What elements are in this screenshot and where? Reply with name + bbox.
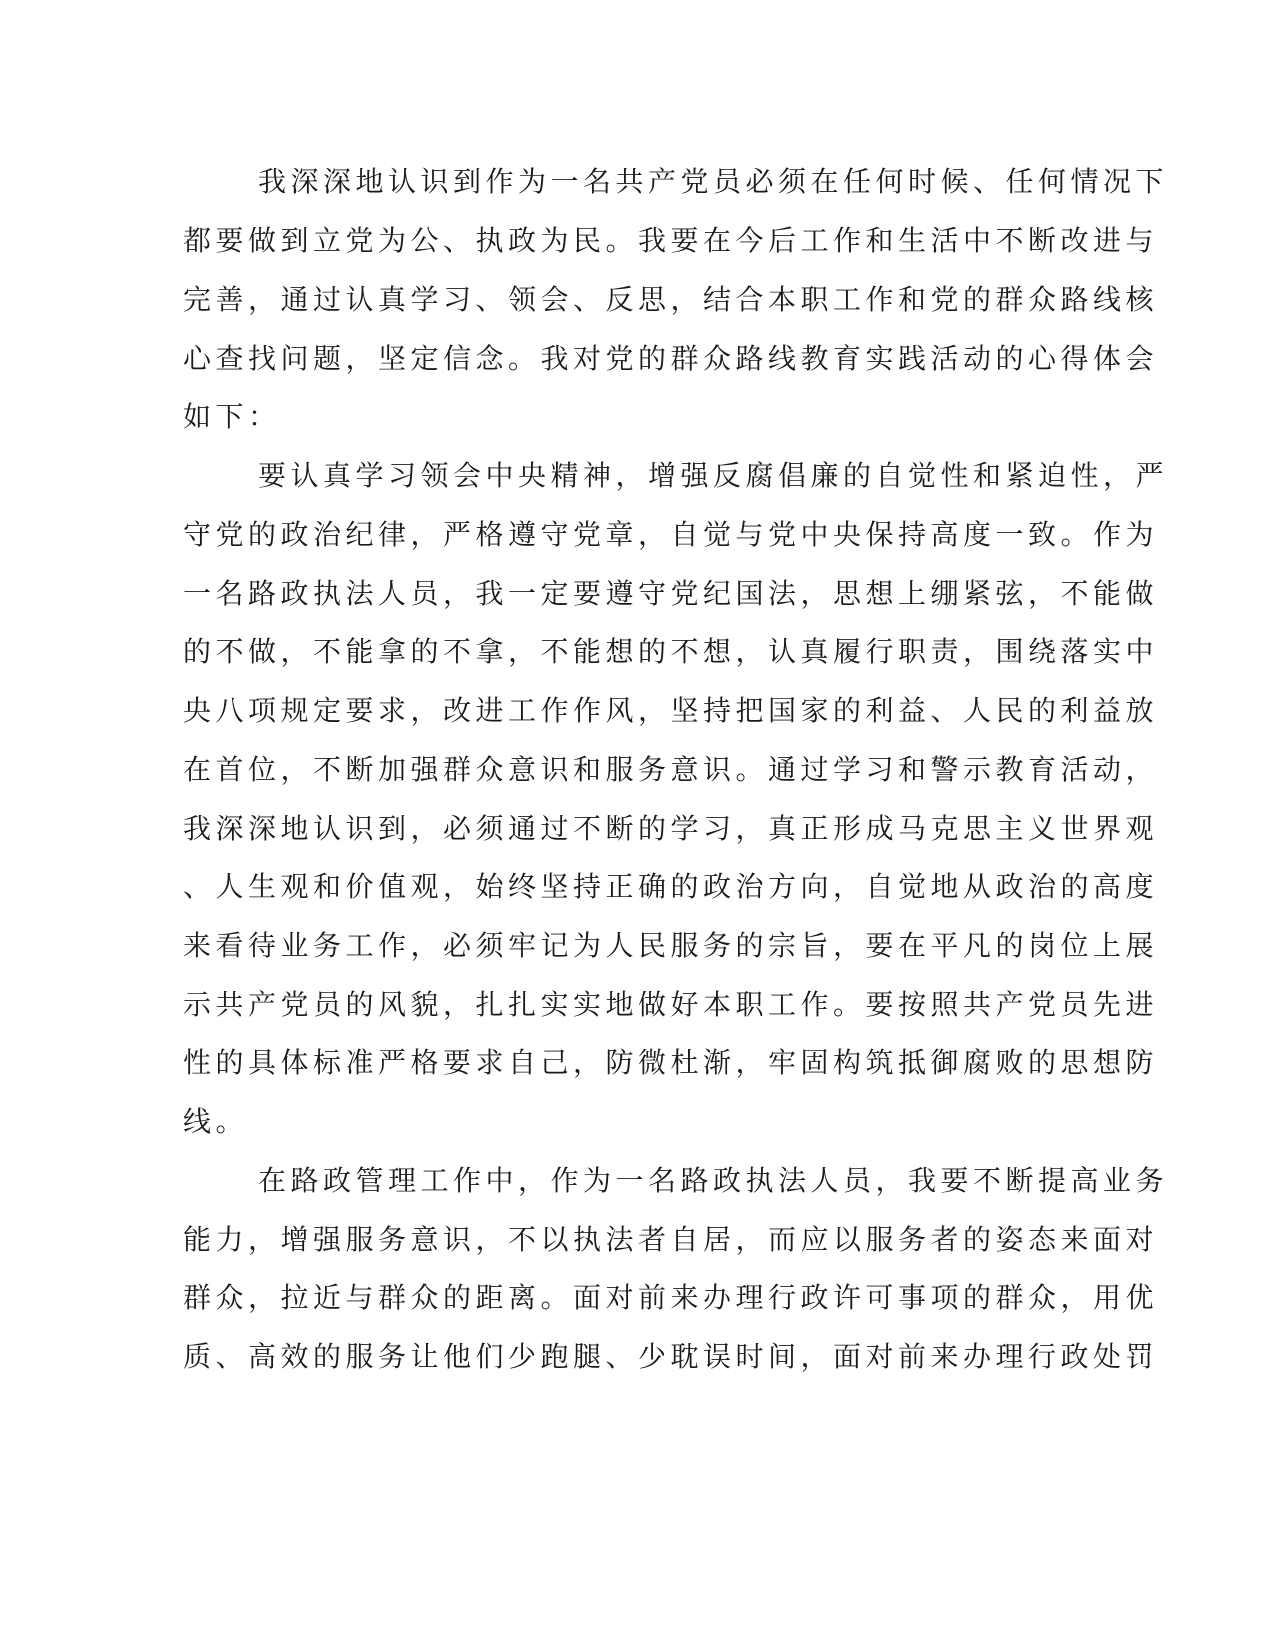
paragraph-1-line-5: 如下： (183, 400, 281, 433)
paragraph-1-line-4: 心查找问题，坚定信念。我对党的群众路线教育实践活动的心得体会 (183, 342, 1159, 375)
paragraph-3-line-4: 质、高效的服务让他们少跑腿、少耽误时间，面对前来办理行政处罚 (183, 1340, 1159, 1373)
paragraph-1-line-2: 都要做到立党为公、执政为民。我要在今后工作和生活中不断改进与 (183, 224, 1159, 257)
paragraph-3-line-1: 在路政管理工作中，作为一名路政执法人员，我要不断提高业务 (258, 1164, 1169, 1197)
paragraph-2-line-8: 、人生观和价值观，始终坚持正确的政治方向，自觉地从政治的高度 (183, 870, 1159, 903)
paragraph-3-line-3: 群众，拉近与群众的距离。面对前来办理行政许可事项的群众，用优 (183, 1281, 1159, 1314)
paragraph-3-line-2: 能力，增强服务意识，不以执法者自居，而应以服务者的姿态来面对 (183, 1223, 1159, 1256)
paragraph-1-line-3: 完善，通过认真学习、领会、反思，结合本职工作和党的群众路线核 (183, 283, 1159, 316)
paragraph-2-line-4: 的不做，不能拿的不拿，不能想的不想，认真履行职责，围绕落实中 (183, 635, 1159, 668)
paragraph-2-line-1: 要认真学习领会中央精神，增强反腐倡廉的自觉性和紧迫性，严 (258, 459, 1169, 492)
paragraph-2-line-7: 我深深地认识到，必须通过不断的学习，真正形成马克思主义世界观 (183, 812, 1159, 845)
paragraph-2-line-5: 央八项规定要求，改进工作作风，坚持把国家的利益、人民的利益放 (183, 694, 1159, 727)
paragraph-2-line-9: 来看待业务工作，必须牢记为人民服务的宗旨，要在平凡的岗位上展 (183, 929, 1159, 962)
paragraph-2-line-11: 性的具体标准严格要求自己，防微杜渐，牢固构筑抵御腐败的思想防 (183, 1046, 1159, 1079)
paragraph-2-line-12: 线。 (183, 1105, 249, 1138)
paragraph-2-line-6: 在首位，不断加强群众意识和服务意识。通过学习和警示教育活动， (183, 753, 1159, 786)
paragraph-2-line-3: 一名路政执法人员，我一定要遵守党纪国法，思想上绷紧弦，不能做 (183, 577, 1159, 610)
paragraph-2-line-2: 守党的政治纪律，严格遵守党章，自觉与党中央保持高度一致。作为 (183, 518, 1159, 551)
paragraph-2-line-10: 示共产党员的风貌，扎扎实实地做好本职工作。要按照共产党员先进 (183, 988, 1159, 1021)
paragraph-1-line-1: 我深深地认识到作为一名共产党员必须在任何时候、任何情况下 (258, 165, 1169, 198)
